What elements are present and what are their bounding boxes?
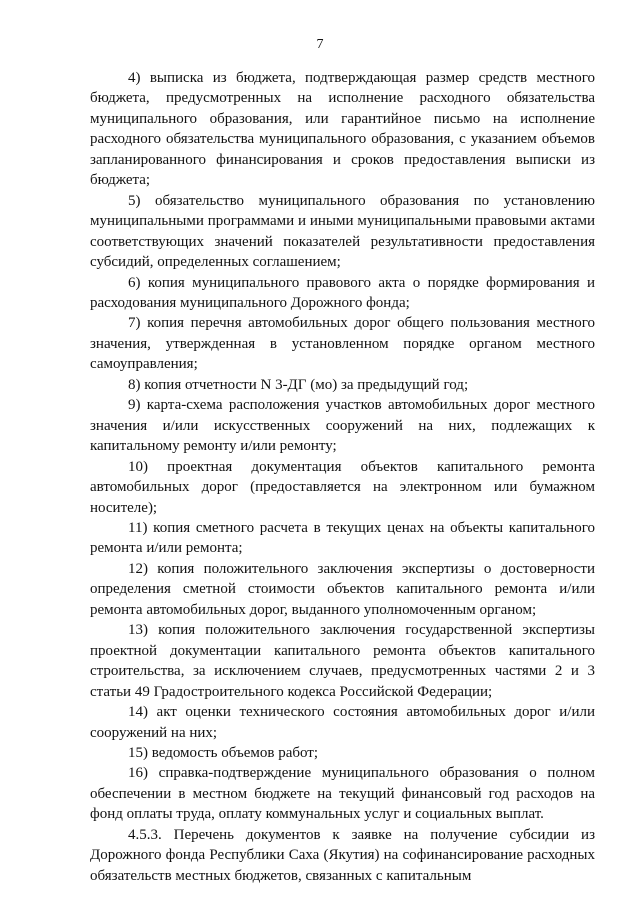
- list-item-7: 7) копия перечня автомобильных дорог общего пользования местного значения, утвержденная в установленном порядке органом местного самоуправления;: [90, 315, 595, 373]
- document-body: [90, 68, 595, 886]
- list-item-11: 11) копия сметного расчета в текущих ценах на объекты капитального ремонта и/или ремонта;: [90, 519, 595, 557]
- list-item-4: 4) выписка из бюджета, подтверждающая размер средств местного бюджета, предусмотренных на исполнение расходного обязательства муниципального образования, или гарантийное письмо на исполнение расходного обязательства муниципального образования, с указанием объемов запланированного финансирования и сроков предоставления выписки из бюджета;: [90, 70, 595, 189]
- list-item-10: 10) проектная документация объектов капитального ремонта автомобильных дорог (предоставляется на электронном или бумажном носителе);: [90, 458, 595, 516]
- list-item-12: 12) копия положительного заключения экспертизы о достоверности определения сметной стоимости объектов капитального ремонта и/или ремонта автомобильных дорог, выданного уполномоченным органом;: [90, 560, 595, 618]
- list-item-14: 14) акт оценки технического состояния автомобильных дорог и/или сооружений на них;: [90, 704, 595, 741]
- list-item-13: 13) копия положительного заключения государственной экспертизы проектной документации капитального ремонта объектов капитального строительства, за исключением случаев, предусмотренных частями 2 и 3 статьи 49 Градостроительного кодекса Российской Федерации;: [90, 622, 595, 700]
- list-item-6: 6) копия муниципального правового акта о порядке формирования и расходования муниципального Дорожного фонда;: [90, 274, 595, 311]
- list-item-9: 9) карта-схема расположения участков автомобильных дорог местного значения и/или искусственных сооружений на них, подлежащих к капитальному ремонту и/или ремонту;: [90, 397, 595, 455]
- list-item-8: 8) копия отчетности N 3-ДГ (мо) за предыдущий год;: [128, 376, 469, 393]
- list-item-15: 15) ведомость объемов работ;: [128, 744, 319, 761]
- list-item-16: 16) справка-подтверждение муниципального образования о полном обеспечении в местном бюджете на текущий финансовый год расходов на фонд оплаты труда, оплату коммунальных услуг и социальных выплат.: [90, 765, 595, 823]
- section-4-5-3-paragraph: 4.5.3. Перечень документов к заявке на получение субсидии из Дорожного фонда Республики Саха (Якутия) на софинансирование расходных обязательств местных бюджетов, связанных с капитальным: [90, 826, 595, 884]
- page-number: 7: [316, 37, 324, 52]
- list-item-5: 5) обязательство муниципального образования по установлению муниципальными программами и иными муниципальными правовыми актами соответствующих значений показателей результативности предоставления субсидий, определенных соглашением;: [90, 192, 595, 271]
